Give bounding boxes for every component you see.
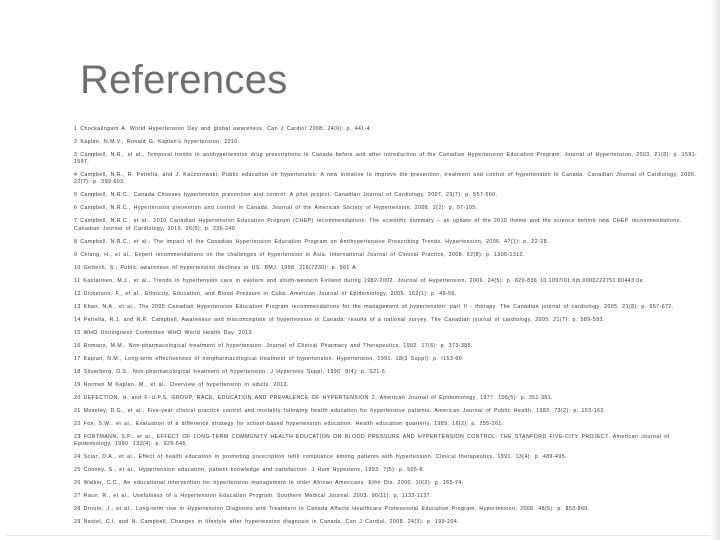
reference-item (74, 454, 704, 461)
reference-item (74, 343, 704, 350)
reference-number: 17 (74, 355, 81, 362)
reference-item (74, 369, 704, 376)
reference-item (74, 317, 704, 324)
slide-bottom-border (6, 535, 710, 536)
reference-text: Race, R., et al., Usefulness of a Hypertension Education Program. Southern Medical Journal, 2003. 96(11): p. 1133-1137. (83, 492, 432, 499)
reference-number: 4 (74, 172, 78, 179)
reference-text: Silverberg, D.S., Non-pharmacological treatment of hypertension. J Hypertens Suppl, 1990. 8(4): p. S21-6. (83, 368, 388, 375)
reference-text: Petrella, R.J. and N.R. Campbell, Awareness and misconception of hypertension in Canada: results of a national survey. The Canadian journal of cardiology, 2005. 21(7): p. 589-593. (83, 316, 605, 323)
reference-item (74, 172, 704, 186)
reference-text: Khan, N.A., et al., The 2005 Canadian Hypertension Education Program recommendations for the management of hypertension: part II - therapy. The Canadian journal of cardiology, 2005. 21(8): p. 657-672. (83, 303, 674, 310)
reference-number: 21 (74, 407, 81, 414)
reference-number: 2 (74, 139, 78, 145)
reference-number: 14 (74, 316, 81, 323)
reference-text: Norman M Kaplan, M., et al., Overview of hypertension in adults. 2012. (83, 381, 289, 388)
reference-number: 13 (74, 303, 81, 310)
reference-text: Sclar, D.A., et al., Effect of health education in promoting prescription refill compliance among patients with hypertension. Clinical therapeutics, 1991. 13(4): p. 489-495. (83, 453, 567, 460)
reference-number: 25 (74, 466, 81, 473)
reference-list (74, 126, 704, 532)
reference-text: Moseley, D.G., et al., Five-year clinical practice control and mortality following health education for hypertensive patients. American Journal of Public Health, 1983. 73(2): p. 153-162. (83, 407, 606, 414)
reference-item (74, 126, 704, 133)
reference-text: Walker, C.C., An educational intervention for hypertension management in older African Americans. Ethn Dis, 2000. 10(2): p. 165-74. (83, 479, 464, 486)
reference-text: Romano, M.M., Non-pharmacological treatment of hypertension. Journal of Clinical Pharmacy and Therapeutics, 1992. 17(6): p. 373-385. (83, 342, 473, 349)
reference-number: 8 (74, 238, 78, 245)
reference-number: 19 (74, 381, 81, 388)
reference-item (74, 139, 704, 146)
reference-number: 23 (74, 433, 81, 440)
reference-number: 7 (74, 218, 78, 225)
reference-number: 24 (74, 453, 81, 460)
reference-item (74, 519, 704, 526)
reference-text: Dickerson, F., et al., Ethnicity, Education, and Blood Pressure in Cuba. American Journal of Epidemiology, 2005. 162(1): p. 49-56. (83, 290, 457, 297)
reference-text: Campbell, N.R.C., Hypertension prevention and control in Canada. Journal of the American Society of Hypertension, 2008. 2(2): p. 97-105. (80, 205, 478, 212)
reference-item (74, 278, 704, 285)
reference-number: 5 (74, 192, 78, 199)
slide-title: References (80, 58, 288, 102)
reference-item (74, 480, 704, 487)
reference-number: 27 (74, 492, 81, 499)
reference-text: Nestel, C.I. and N. Campbell, Changes in lifestyle after hypertension diagnosis in Canada. Can J Cardiol, 2008. 24(3): p. 199-204. (83, 518, 460, 525)
reference-text: Drouin, J., et al., Long-term rise in Hypertension Diagnosis and Treatment in Canada Affects Healthcare Professional Education Program. Hypertension, 2008. 48(5): p. 853-860. (83, 505, 590, 512)
reference-text: Campbell, N.R.C., et al., 2010 Canadian Hypertension Education Program (CHEP) recommendations: The scientific summary – an update of the 2010 theme and the science behind new CHEP recommendations. Canadian Journal of Cardiology, 2010. 26(5): p. 236-240. (74, 218, 682, 232)
reference-number: 28 (74, 505, 81, 512)
reference-text: FORTMANN, S.P., et al., EFFECT OF LONG-TERM COMMUNITY HEALTH EDUCATION ON BLOOD PRESSURE AND HYPERTENSION CONTROL: THE STANFORD FIVE-CITY PROJECT. American Journal of Epidemiology, 1990. 132(4): p. 629-646. (74, 433, 670, 447)
reference-text: Kaplan, N.M.V., Ronald G. Kaplan's hypertension. 2010. (80, 139, 240, 145)
reference-text: Campbell, N.R.C., et al., The impact of the Canadian Hypertension Education Program on Antihypertensive Prescribing Trends. Hypertension, 2006. 47(1): p. 22-28. (80, 238, 549, 245)
reference-text: Kastarinen, M.J., et al., Trends in hypertension care in eastern and south-western Finland during 1982-2002. Journal of Hypertension, 2006. 24(5): p. 829-836 10.1097/01.hjh.0000222751.80443.0e. (83, 277, 645, 284)
reference-item (74, 382, 704, 389)
reference-number: 26 (74, 479, 81, 486)
reference-item (74, 493, 704, 500)
reference-text: Campbell, N.R., R. Petrella, and J. Kaczorowski, Public education on hypertension: A new initiative to improve the prevention, treatment and control of hypertension in Canada. Canadian Journal of Cardiology, 2006. 22(7): p. 599-603. (74, 172, 697, 186)
reference-text: Campbell, N.R., et al., Temporal trends in antihypertensive drug prescriptions in Canada before and after introduction of the Canadian Hypertension Education Program. Journal of Hypertension, 2003. 21(8): p. 1591-1597. (74, 152, 698, 166)
reference-text: Gettech, S., Public awareness of hypertension declines in US. BMJ, 1998. 316(7230): p. 581 A. (83, 264, 359, 271)
reference-number: 1 (74, 126, 78, 132)
reference-text: DEFECTION, H. and F.-U.P.S. GROUP, RACE, EDUCATION AND PREVALENCE OF HYPERTENSION 2. American Journal of Epidemiology, 1977. 106(5): p. 351-361. (83, 394, 553, 401)
reference-item (74, 356, 704, 363)
reference-item (74, 330, 704, 337)
reference-item (74, 467, 704, 474)
reference-text: Campbell, N.R.C., Canada Chooses hypertension prevention and control: A pilot project. Canadian Journal of Cardiology, 2007. 23(7): p. 557-560. (80, 192, 498, 199)
reference-text: Chiang, H., et al., Expert recommendations on the challenges of hypertension in Asia. International Journal of Clinical Practice, 2008. 62(8): p. 1306-1312. (80, 251, 525, 258)
reference-number: 15 (74, 329, 81, 336)
reference-item (74, 434, 704, 448)
reference-number: 22 (74, 420, 81, 427)
reference-text: Chockalingam A. World Hypertension Day and global awareness. Can J Cardiol 2008; 24(6): p. 441-4. (80, 126, 373, 132)
reference-item (74, 152, 704, 166)
reference-item (74, 192, 704, 199)
reference-number: 11 (74, 277, 81, 284)
reference-item (74, 408, 704, 415)
reference-number: 18 (74, 368, 81, 375)
reference-item (74, 506, 704, 513)
reference-number: 16 (74, 342, 81, 349)
reference-item (74, 395, 704, 402)
reference-number: 20 (74, 394, 81, 401)
reference-number: 3 (74, 152, 78, 158)
reference-number: 10 (74, 264, 81, 271)
reference-number: 6 (74, 205, 78, 212)
reference-item (74, 291, 704, 298)
reference-item (74, 252, 704, 259)
reference-text: Fox, S.W., et al., Evaluation of a difference strategy for school-based hypertension education. Health education quarterly, 1989. 16(2): p. 255-261. (83, 420, 504, 427)
reference-item (74, 218, 704, 232)
reference-item (74, 265, 704, 272)
reference-number: 12 (74, 290, 81, 297)
reference-text: Cooney, S., et al., Hypertension education, patient knowledge and satisfaction. J Hum Hypertens, 1993. 7(5): p. 505-8. (83, 466, 425, 473)
reference-item (74, 205, 704, 212)
slide-edge-shadow (710, 0, 720, 540)
reference-item (74, 421, 704, 428)
reference-number: 29 (74, 518, 81, 525)
reference-text: WHO Unitingness Committee WHO World Health Day. 2013. (83, 329, 254, 336)
reference-item (74, 304, 704, 311)
reference-number: 9 (74, 251, 78, 258)
reference-item (74, 239, 704, 246)
reference-text: Kaplan, N.M., Long-term effectiveness of nonpharmacological treatment of hypertension. Hypertension, 1991. 18(3 Suppl): p. I153-60. (83, 355, 464, 362)
